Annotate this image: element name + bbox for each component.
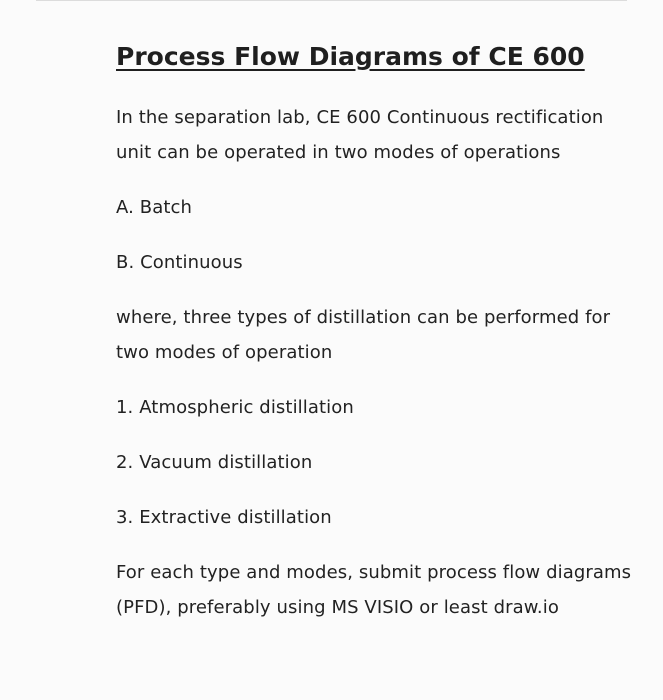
- type-item-extractive: 3. Extractive distillation: [116, 507, 332, 528]
- document-body: [116, 40, 636, 645]
- top-divider: [36, 0, 627, 1]
- mode-item-continuous: B. Continuous: [116, 252, 243, 273]
- types-intro-paragraph: where, three types of distillation can be performed for two modes of operation: [116, 307, 611, 363]
- instruction-paragraph: For each type and modes, submit process flow diagrams (PFD), preferably using MS VISIO or least draw.io: [116, 562, 632, 618]
- intro-paragraph: In the separation lab, CE 600 Continuous rectification unit can be operated in two modes of operations: [116, 107, 604, 163]
- type-item-vacuum: 2. Vacuum distillation: [116, 452, 313, 473]
- page-title: Process Flow Diagrams of CE 600: [116, 42, 585, 71]
- type-item-atmospheric: 1. Atmospheric distillation: [116, 397, 354, 418]
- mode-item-batch: A. Batch: [116, 197, 192, 218]
